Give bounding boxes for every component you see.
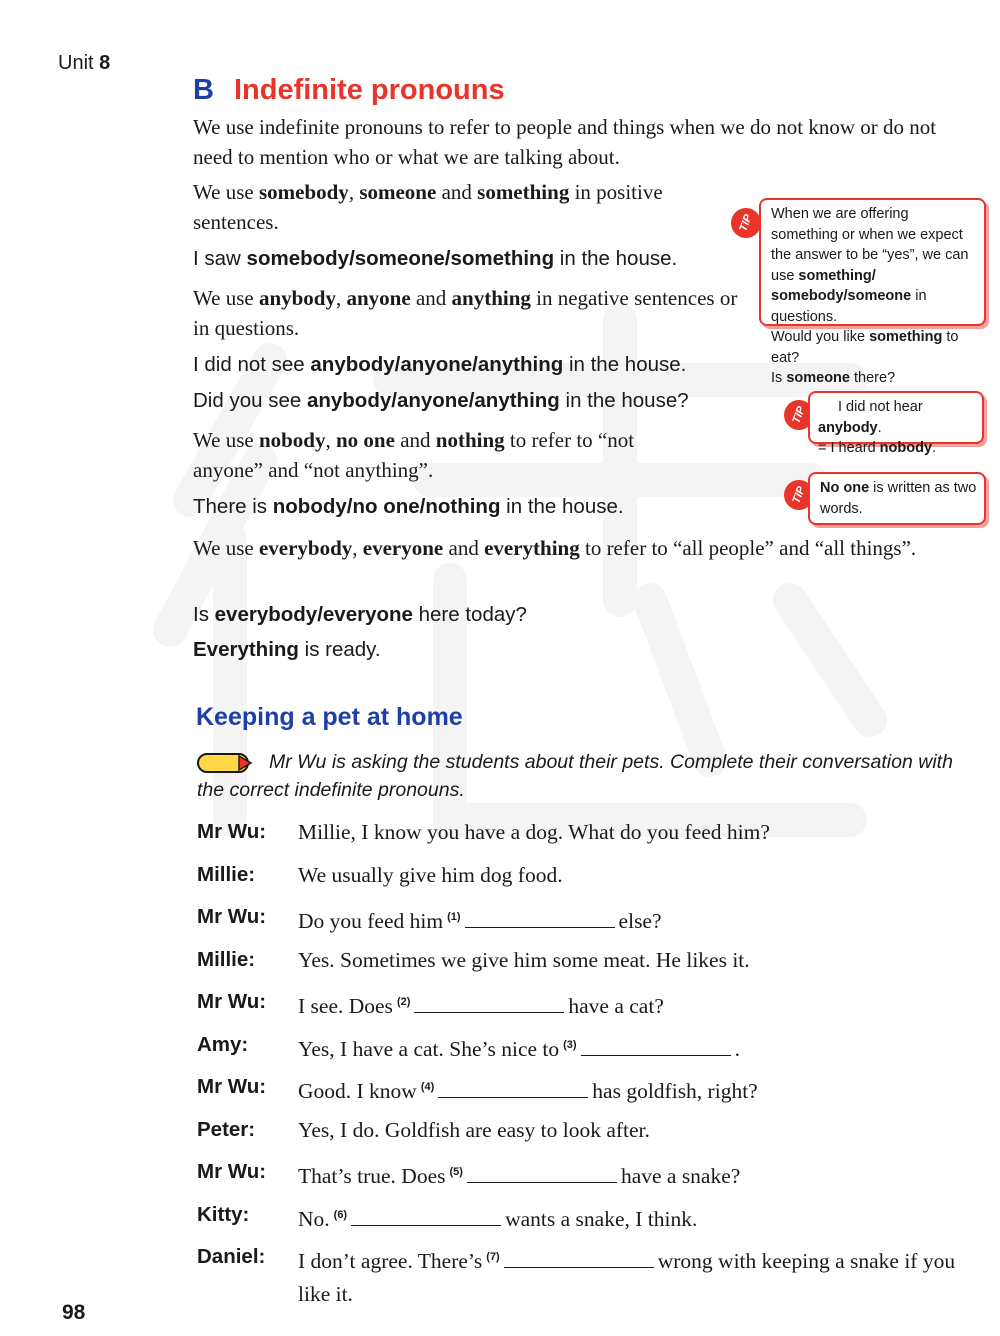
unit-label: Unit 8: [58, 52, 111, 74]
answer-blank-1[interactable]: [465, 907, 615, 928]
speaker: Amy:: [197, 1033, 249, 1056]
exercise-instruction: Mr Wu is asking the students about their pets. Complete their conversation with the correct indefinite pronouns.: [197, 751, 953, 801]
blank-number: (1): [447, 911, 461, 923]
blank-number: (4): [420, 1081, 435, 1093]
speaker: Kitty:: [197, 1203, 250, 1226]
example-any-2: Did you see anybody/anyone/anything in the house?: [193, 389, 689, 412]
speaker: Peter:: [197, 1118, 256, 1141]
answer-blank-4[interactable]: [438, 1077, 588, 1098]
tip-icon: TIP: [727, 204, 765, 242]
blank-number: (2): [396, 996, 411, 1008]
blank-number: (7): [486, 1251, 500, 1263]
speaker: Daniel:: [197, 1245, 266, 1268]
speaker: Millie:: [197, 863, 256, 886]
blank-number: (3): [563, 1039, 577, 1051]
example-every-2: Everything is ready.: [193, 638, 381, 661]
answer-blank-7[interactable]: [504, 1247, 654, 1268]
speaker: Mr Wu:: [197, 1075, 267, 1098]
blank-number: (5): [449, 1166, 463, 1178]
rule-every: We use everybody, everyone and everything to refer to “all people” and “all things”.: [193, 536, 917, 560]
speaker: Mr Wu:: [197, 990, 267, 1013]
rule-no: We use nobody, no one and nothing to refer to “not anyone” and “not anything”.: [193, 428, 635, 482]
blank-number: (6): [333, 1209, 348, 1221]
answer-blank-6[interactable]: [351, 1205, 501, 1226]
tip-box-no-one: No one is written as two words.: [808, 472, 986, 525]
tip-icon: TIP: [780, 396, 818, 434]
example-some: I saw somebody/someone/something in the house.: [193, 247, 678, 270]
intro-paragraph: We use indefinite pronouns to refer to people and things when we do not know or do not need to mention who or what we are talking about.: [193, 115, 937, 169]
tip-icon: TIP: [780, 476, 818, 514]
tip-box-offering: When we are offering something or when we expect the answer to be “yes”, we can use something/ somebody/someone in questions. Would you like something to eat? Is someone there?: [759, 198, 986, 326]
answer-blank-5[interactable]: [467, 1162, 617, 1183]
rule-some: We use somebody, someone and something in positive sentences.: [193, 180, 663, 234]
answer-blank-3[interactable]: [581, 1035, 731, 1056]
example-every-1: Is everybody/everyone here today?: [193, 603, 527, 626]
example-no: There is nobody/no one/nothing in the house.: [193, 495, 624, 518]
section-title: B Indefinite pronouns: [193, 74, 505, 106]
tip-box-nobody: I did not hear anybody. = I heard nobody.: [808, 391, 984, 444]
page-number: 98: [62, 1301, 86, 1324]
exercise-title: Keeping a pet at home: [196, 703, 463, 731]
speaker: Millie:: [197, 948, 256, 971]
speaker: Mr Wu:: [197, 905, 267, 928]
speaker: Mr Wu:: [197, 1160, 267, 1183]
rule-any: We use anybody, anyone and anything in negative sentences or in questions.: [193, 286, 738, 340]
speaker: Mr Wu:: [197, 820, 267, 843]
section-letter: B: [193, 74, 214, 106]
example-any-1: I did not see anybody/anyone/anything in the house.: [193, 353, 687, 376]
answer-blank-2[interactable]: [414, 992, 564, 1013]
